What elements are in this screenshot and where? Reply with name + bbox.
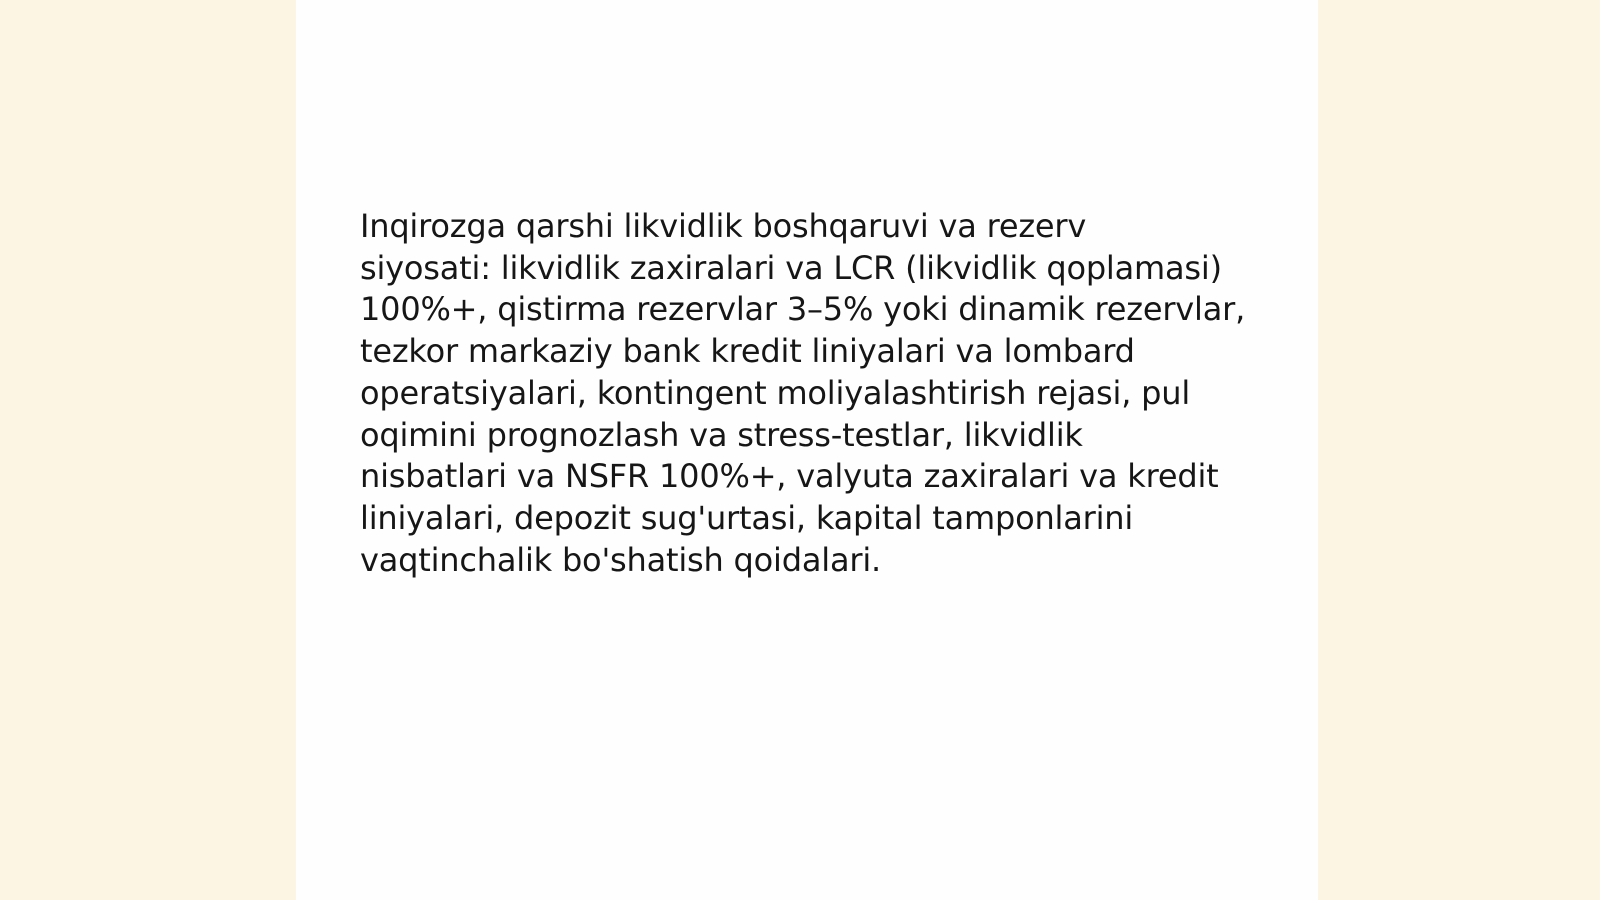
paragraph-line: siyosati: likvidlik zaxiralari va LCR (likvidlik qoplamasi) [360,248,1222,287]
paragraph-line: nisbatlari va NSFR 100%+, valyuta zaxiralari va kredit [360,457,1219,496]
paragraph-line: oqimini prognozlash va stress-testlar, likvidlik [360,415,1083,454]
paragraph-line: 100%+, qistirma rezervlar 3–5% yoki dinamik rezervlar, [360,290,1246,329]
paragraph-line: tezkor markaziy bank kredit liniyalari va lombard [360,332,1135,371]
body-paragraph [360,206,1260,581]
paragraph-line: liniyalari, depozit sug'urtasi, kapital tamponlarini [360,498,1134,537]
paragraph-line: operatsiyalari, kontingent moliyalashtirish rejasi, pul [360,373,1191,412]
paragraph-line: Inqirozga qarshi likvidlik boshqaruvi va rezerv [360,207,1087,245]
document-page [296,0,1318,900]
paragraph-line: vaqtinchalik bo'shatish qoidalari. [360,540,881,579]
